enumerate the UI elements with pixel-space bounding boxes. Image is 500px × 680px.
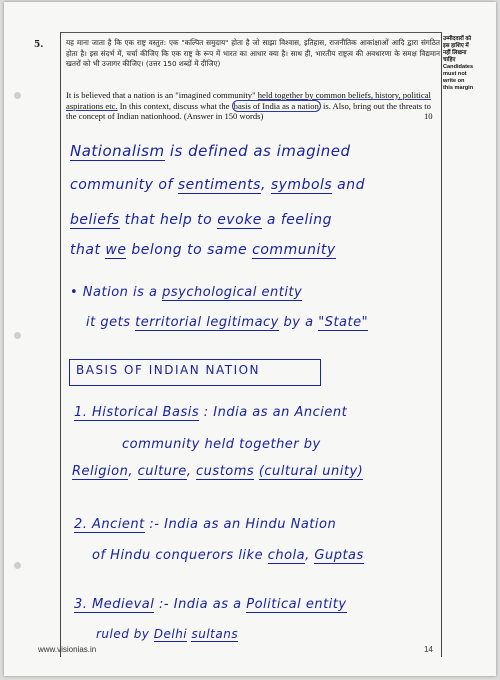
- point-3-line-2: [96, 627, 238, 641]
- page-number: 14: [424, 645, 433, 654]
- question-underlined-text: held together by common beliefs, history, political aspirations etc.: [66, 90, 431, 111]
- margin-english-line: write on: [443, 78, 465, 84]
- margin-warning: [443, 36, 491, 92]
- margin-english-line: must not: [443, 71, 467, 77]
- point-2-line-1: [74, 517, 336, 532]
- answer-text: ruled by: [96, 627, 150, 641]
- answer-word: community: [252, 242, 336, 258]
- answer-word: territorial legitimacy: [135, 315, 279, 330]
- section-heading: BASIS OF INDIAN NATION: [76, 363, 261, 377]
- point-label: 2. Ancient: [74, 517, 145, 532]
- answer-text: a feeling: [266, 212, 333, 228]
- answer-word: Political entity: [246, 597, 347, 612]
- answer-word: Delhi: [153, 627, 188, 641]
- question-hindi: यह माना जाता है कि एक राष्ट्र वस्तुत: एक "कल्पित समुदाय" होता है जो साझा विश्वास, इतिहास, राजनीतिक आकांक्षाओं आदि द्वारा संगठित होता है। इस संदर्भ में, चर्चा कीजिए कि एक राष्ट्र के रूप में भारत का आधार क्या है। साथ ही, भारतीय राष्ट्रत्व की अवधारणा के समक्ष विद्यमान खतरों को भी उजागर कीजिए। (उत्तर 150 शब्दों में दीजिए): [66, 38, 440, 68]
- right-margin-line: [441, 32, 442, 657]
- answer-word: sentiments: [177, 177, 261, 193]
- point-2-line-2: of Hindu conquerors like chola, Guptas: [92, 548, 364, 563]
- top-rule: [61, 32, 441, 33]
- point-1-line-2: community held together by: [122, 437, 321, 452]
- answer-text: :- India as a: [159, 597, 242, 612]
- answer-line-4: [70, 242, 336, 258]
- question-text-end: is. Also, bring out the threats to the concept of Indian nationhood. (Answer in 150 words): [66, 100, 431, 121]
- margin-hindi-line: चाहिए: [443, 57, 456, 63]
- answer-text: is defined as imagined: [169, 142, 351, 160]
- answer-word: we: [105, 242, 127, 258]
- answer-text: that help to: [124, 212, 213, 228]
- margin-hindi-line: उम्मीदवारों को: [443, 36, 472, 42]
- answer-word: Nationalism: [70, 142, 165, 160]
- answer-text: and: [337, 177, 365, 193]
- margin-hindi-line: इस हाशिए में: [443, 43, 469, 49]
- question-text-start: It is believed that a nation is an "imagined community": [66, 90, 258, 100]
- answer-word: psychological entity: [162, 285, 303, 300]
- answer-line-6: [86, 315, 368, 330]
- question-number: 5.: [34, 40, 44, 50]
- answer-word: (cultural unity): [258, 464, 364, 479]
- footer-website: www.visionias.in: [38, 645, 97, 654]
- answer-text: community of: [70, 177, 173, 193]
- answer-word: sultans: [191, 627, 239, 641]
- answer-sheet-page: [4, 2, 496, 676]
- point-1-line-1: [74, 405, 347, 420]
- margin-english-line: Candidates: [443, 64, 474, 70]
- answer-word: evoke: [217, 212, 262, 228]
- question-english: [66, 90, 436, 122]
- point-1-line-3: Religion, culture, customs (cultural unity): [72, 464, 364, 479]
- answer-line-3: [70, 212, 332, 228]
- point-label: 3. Medieval: [74, 597, 155, 612]
- answer-word: beliefs: [70, 212, 120, 228]
- answer-text: belong to same: [131, 242, 248, 258]
- punch-hole: [14, 92, 21, 99]
- answer-text: : India as an Ancient: [203, 405, 348, 420]
- answer-word: culture: [137, 464, 187, 479]
- point-3-line-1: [74, 597, 347, 612]
- answer-text: :- India as an Hindu Nation: [149, 517, 337, 532]
- answer-word: chola: [267, 548, 306, 563]
- answer-line-1: [70, 142, 351, 160]
- answer-text: that: [70, 242, 101, 258]
- answer-text: like: [238, 548, 264, 563]
- answer-word: symbols: [270, 177, 333, 193]
- question-marks: 10: [424, 111, 433, 121]
- answer-word: Religion: [72, 464, 129, 479]
- answer-line-5: [70, 285, 302, 300]
- question-text-middle: In this context, discuss what the: [117, 100, 232, 111]
- left-margin-line: [60, 32, 61, 657]
- punch-hole: [14, 562, 21, 569]
- margin-hindi-line: नहीं लिखना: [443, 50, 467, 56]
- answer-text: by a: [283, 315, 314, 330]
- point-label: 1. Historical Basis: [74, 405, 200, 420]
- answer-word: Guptas: [314, 548, 364, 563]
- answer-text: it gets: [86, 315, 131, 330]
- margin-english-line: this margin: [443, 85, 474, 91]
- punch-hole: [14, 332, 21, 339]
- answer-word: "State": [318, 315, 369, 330]
- answer-text: of Hindu conquerors: [92, 548, 234, 563]
- answer-line-2: community of sentiments, symbols and: [70, 177, 365, 193]
- answer-text: • Nation is a: [70, 285, 158, 300]
- answer-word: customs: [196, 464, 255, 479]
- question-circled-text: basis of India as a nation: [233, 100, 319, 111]
